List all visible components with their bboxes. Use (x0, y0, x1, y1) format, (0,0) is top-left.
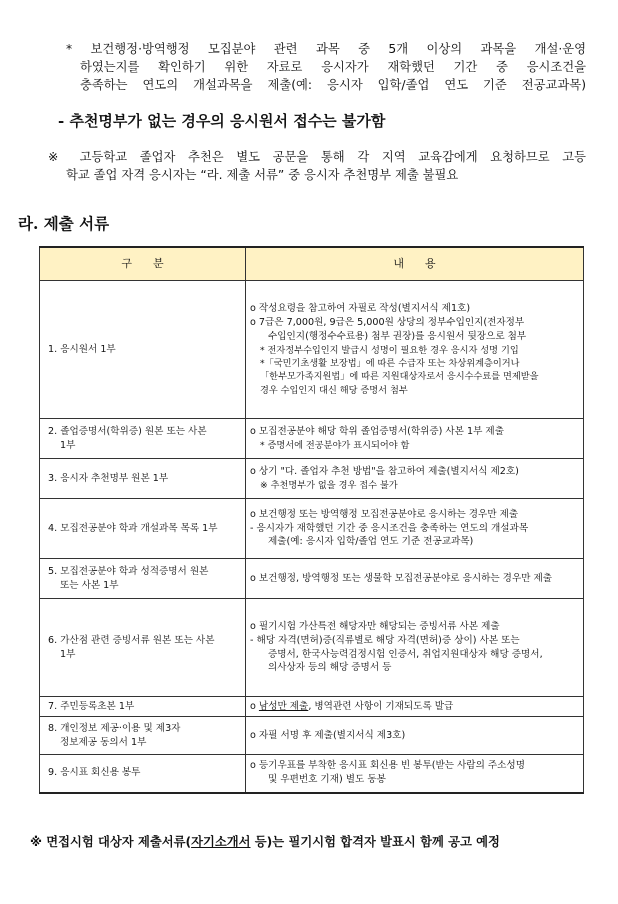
table-body (40, 281, 584, 793)
row-label-line: 5. 모집전공분야 학과 성적증명서 원본 (48, 565, 209, 577)
content-line: 「한부모가족지원법」에 따른 지원대상자로서 응시수수료를 면제받을 (260, 371, 539, 383)
footer-note (30, 832, 500, 850)
row-content (246, 419, 584, 459)
content-line: 경우 수입인지 대신 해당 증명서 첨부 (260, 384, 408, 396)
row-label-line: 또는 사본 1부 (60, 579, 119, 591)
content-line: 수입인지(행정수수료용) 첨부 권장)를 응시원서 뒷장으로 첨부 (268, 330, 527, 342)
row-content (246, 599, 584, 697)
content-line: o 필기시험 가산특전 해당자만 해당되는 증빙서류 사본 제출 (250, 620, 500, 632)
row-content (246, 755, 584, 793)
content-line: o 상기 "다. 졸업자 추천 방법"을 참고하여 제출(별지서식 제2호) (250, 465, 519, 477)
intro-note-line: 하였는지를 확인하기 위한 자료로 응시자가 재학했던 기간 중 응시조건을 (80, 60, 586, 74)
content-line: ※ 추천명부가 없을 경우 접수 불가 (260, 479, 398, 491)
content-line: o 자필 서명 후 제출(별지서식 제3호) (250, 729, 406, 741)
table-row (40, 559, 584, 599)
table-row (40, 599, 584, 697)
row-label-line: 1. 응시원서 1부 (48, 343, 116, 355)
content-line: o 모집전공분야 해당 학위 졸업증명서(학위증) 사본 1부 제출 (250, 425, 504, 437)
row-label-line: 9. 응시표 회신용 봉투 (48, 767, 141, 779)
emphasis-line: - 추천명부가 없는 경우의 응시원서 접수는 불가함 (58, 112, 386, 130)
table-row (40, 419, 584, 459)
row-label (40, 717, 246, 755)
content-line: o 보건행정 또는 방역행정 모집전공분야로 응시하는 경우만 제출 (250, 508, 519, 520)
content-line: 및 우편번호 기재) 별도 동봉 (268, 774, 386, 786)
content-line: - 해당 자격(면허)증(직류별로 해당 자격(면허)증 상이) 사본 또는 (250, 634, 520, 646)
content-line: o 보건행정, 방역행정 또는 생물학 모집전공분야로 응시하는 경우만 제출 (250, 572, 553, 584)
row-label (40, 459, 246, 499)
table-header-row (40, 247, 584, 281)
row-label-line: 8. 개인정보 제공·이용 및 제3자 (48, 722, 181, 734)
header-content: 내 용 (246, 247, 584, 281)
content-line: - 응시자가 재학했던 기간 중 응시조건을 충족하는 연도의 개설과목 (250, 522, 529, 534)
footer-underlined: 자기소개서 (191, 835, 251, 849)
row-content (246, 281, 584, 419)
section-heading: 라. 제출 서류 (18, 214, 110, 233)
row-label-line: 7. 주민등록초본 1부 (48, 700, 135, 712)
row-label (40, 419, 246, 459)
row-label-line: 3. 응시자 추천명부 원본 1부 (48, 472, 169, 484)
table-row (40, 499, 584, 559)
content-line: *「국민기초생활 보장법」에 따른 수급자 또는 차상위계층이거나 (260, 358, 520, 370)
table-row (40, 717, 584, 755)
table-row (40, 697, 584, 717)
row-label (40, 599, 246, 697)
table-row (40, 281, 584, 419)
content-line: o 7급은 7,000원, 9급은 5,000원 상당의 정부수입인지(전자정부 (250, 316, 525, 328)
content-line: 제출(예: 응시자 입학/졸업 연도 기준 전공교과목) (268, 536, 474, 548)
row-label-line: 1부 (60, 648, 76, 660)
content-line: 증명서, 한국사능력검정시험 인증서, 취업지원대상자 해당 증명서, (268, 648, 543, 660)
footer-rest: 는 필기시험 합격자 발표시 함께 공고 예정 (272, 835, 500, 849)
row-content (246, 499, 584, 559)
content-line (250, 700, 579, 714)
intro-note (66, 40, 586, 94)
intro-note-line: * 보건행정·방역행정 모집분야 관련 과목 중 5개 이상의 과목을 개설·운영 (66, 42, 586, 56)
row-label (40, 697, 246, 717)
table-row (40, 459, 584, 499)
content-line-underlined: 남성만 제출 (258, 700, 309, 712)
row-label (40, 755, 246, 793)
row-label-line: 4. 모집전공분야 학과 개설과목 목록 1부 (48, 522, 218, 534)
intro-note-line: 충족하는 연도의 개설과목을 제출(예: 응시자 입학/졸업 연도 기준 전공교과목) (80, 78, 586, 92)
row-label-line: 1부 (60, 439, 76, 451)
remark-line: ※ 고등학교 졸업자 추천은 별도 공문을 통해 각 지역 교육감에게 요청하므로 고등 (48, 150, 586, 164)
content-line-rest: , 병역관련 사항이 기재되도록 발급 (308, 700, 454, 712)
content-line: * 증명서에 전공분야가 표시되어야 함 (260, 439, 410, 451)
content-line: * 전자정부수입인지 발급시 성명이 필요한 경우 응시자 성명 기입 (260, 344, 519, 356)
content-line-prefix: o (250, 700, 259, 712)
row-content (246, 717, 584, 755)
header-category: 구 분 (40, 247, 246, 281)
documents-table (39, 246, 584, 794)
row-label-line: 정보제공 동의서 1부 (60, 736, 147, 748)
remark-note (48, 148, 586, 184)
footer-middle: 등) (250, 835, 273, 849)
content-line: o 작성요령을 참고하여 자필로 작성(별지서식 제1호) (250, 302, 471, 314)
row-content (246, 459, 584, 499)
table-row (40, 755, 584, 793)
row-label-line: 2. 졸업증명서(학위증) 원본 또는 사본 (48, 425, 207, 437)
footer-prefix: ※ 면접시험 대상자 제출서류( (30, 835, 192, 849)
row-label (40, 559, 246, 599)
content-line: o 등기우표를 부착한 응시표 회신용 빈 봉투(받는 사람의 주소성명 (250, 760, 525, 772)
row-content (246, 559, 584, 599)
row-label-line: 6. 가산점 관련 증빙서류 원본 또는 사본 (48, 634, 215, 646)
row-label (40, 499, 246, 559)
content-line: 의사상자 등의 해당 증명서 등 (268, 662, 392, 674)
row-label (40, 281, 246, 419)
remark-line: 학교 졸업 자격 응시자는 “라. 제출 서류” 중 응시자 추천명부 제출 불필요 (66, 168, 459, 182)
row-content (246, 697, 584, 717)
